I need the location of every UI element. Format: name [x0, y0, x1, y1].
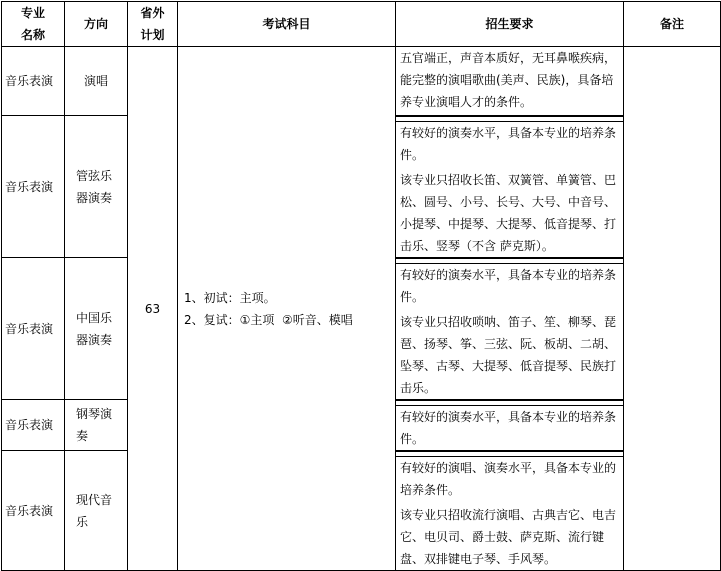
- requirements-cell: [396, 116, 624, 258]
- requirement-text: 有较好的演奏水平，具备本专业的培养条件。: [400, 268, 617, 304]
- header-requirements: 招生要求: [396, 2, 624, 47]
- requirement-text: 该专业只招收唢呐、笛子、笙、柳琴、琵琶、扬琴、筝、三弦、阮、板胡、二胡、坠琴、古琴、大提琴、低音提琴、民族打击乐。: [400, 315, 617, 395]
- major-cell: 音乐表演: [2, 400, 65, 451]
- header-remarks: 备注: [624, 2, 721, 47]
- requirements-cell: [396, 400, 624, 451]
- direction-cell: 演唱: [65, 47, 128, 116]
- requirement-text: 有较好的演奏水平，具备本专业的培养条件。: [400, 410, 617, 446]
- direction-cell: 现代音乐: [65, 451, 128, 571]
- direction-cell: 中国乐器演奏: [65, 258, 128, 400]
- exam-line-1: 1、初试：主项。: [184, 290, 276, 305]
- header-major-text: 专业 名称: [20, 6, 45, 42]
- plan-cell: 63: [128, 47, 178, 571]
- direction-cell: 钢琴演奏: [65, 400, 128, 451]
- header-plan: [128, 2, 178, 47]
- major-cell: 音乐表演: [2, 47, 65, 116]
- requirement-text: 有较好的演奏水平，具备本专业的培养条件。: [400, 126, 617, 162]
- requirement-text: 有较好的演唱、演奏水平，具备本专业的培养条件。: [400, 461, 617, 497]
- header-direction: 方向: [65, 2, 128, 47]
- requirements-cell: [396, 258, 624, 400]
- major-cell: 音乐表演: [2, 258, 65, 400]
- header-row: [2, 2, 721, 47]
- remarks-cell: [624, 47, 721, 571]
- admission-table: [1, 1, 721, 571]
- direction-cell: 管弦乐器演奏: [65, 116, 128, 258]
- requirement-text: 该专业只招收流行演唱、古典吉它、电吉它、电贝司、爵士鼓、萨克斯、流行键盘、双排键电子琴、手风琴。: [400, 508, 617, 566]
- header-exam: 考试科目: [178, 2, 396, 47]
- major-cell: 音乐表演: [2, 116, 65, 258]
- exam-line-2: 2、复试：①主项 ②听音、模唱: [184, 312, 353, 327]
- table-row: [2, 47, 721, 116]
- exam-cell: [178, 47, 396, 571]
- requirement-text: 五官端正，声音本质好，无耳鼻喉疾病，能完整的演唱歌曲(美声、民族)，具备培养专业演唱人才的条件。: [400, 51, 617, 109]
- requirements-cell: [396, 451, 624, 571]
- major-cell: 音乐表演: [2, 451, 65, 571]
- header-plan-text: 省外 计划: [140, 6, 165, 42]
- header-major: [2, 2, 65, 47]
- requirements-cell: [396, 47, 624, 116]
- requirement-text: 该专业只招收长笛、双簧管、单簧管、巴松、圆号、小号、长号、大号、中音号、小提琴、中提琴、大提琴、低音提琴、打击乐、竖琴（不含 萨克斯）。: [400, 173, 617, 253]
